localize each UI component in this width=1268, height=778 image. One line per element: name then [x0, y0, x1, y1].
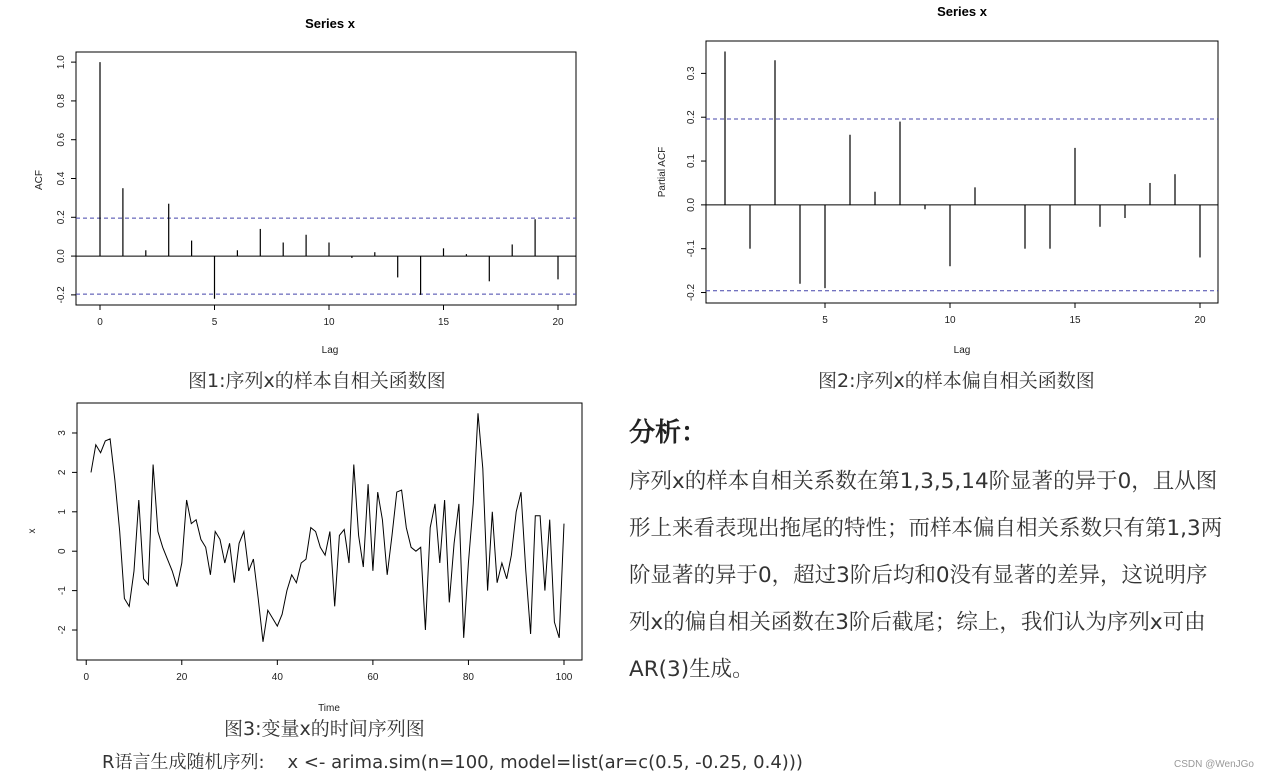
x-tick-label: 10: [323, 317, 335, 328]
x-tick-label: 20: [176, 672, 188, 683]
y-tick-label: -0.2: [56, 286, 67, 304]
analysis-heading: 分析：: [629, 418, 708, 448]
x-tick-label: 40: [271, 672, 283, 683]
y-tick-label: 0.4: [56, 171, 67, 186]
y-tick-label: 1: [57, 509, 68, 515]
analysis-body: 序列x的样本自相关系数在第1,3,5,14阶显著的异于0，且从图形上来看表现出拖尾的特性；而样本偏自相关系数只有第1,3两阶显著的异于0，超过3阶后均和0没有显著的差异，这说明序列x的偏自相关函数在3阶后截尾；综上，我们认为序列x可由AR(3)生成。: [629, 469, 1223, 682]
x-tick-label: 5: [211, 317, 218, 328]
x-tick-label: 60: [367, 672, 379, 683]
y-tick-label: 3: [57, 430, 68, 436]
y-tick-label: -2: [57, 625, 68, 635]
plot-frame: [76, 52, 576, 305]
y-tick-label: -1: [57, 586, 68, 596]
x-tick-label: 5: [822, 315, 828, 326]
figure-caption-time-series: 图3:变量x的时间序列图: [224, 718, 425, 740]
x-tick-label: 10: [944, 315, 956, 326]
x-axis-label: Time: [318, 703, 340, 714]
x-tick-label: 0: [97, 317, 103, 328]
watermark: CSDN @WenJGo: [1174, 759, 1254, 770]
y-axis-label: x: [27, 528, 38, 534]
y-axis-label: ACF: [34, 170, 45, 190]
chart-title: Series x: [937, 4, 987, 19]
figure-caption-pacf: 图2:序列x的样本偏自相关函数图: [818, 370, 1095, 392]
x-axis-label: Lag: [321, 345, 339, 356]
r-code-note: R语言生成随机序列: x <- arima.sim(n=100, model=list(ar=c(0.5, -0.25, 0.4))): [102, 752, 803, 773]
x-tick-label: 15: [437, 317, 450, 328]
figure-caption-acf: 图1:序列x的样本自相关函数图: [188, 370, 446, 392]
y-tick-label: 0.0: [686, 197, 697, 212]
x-tick-label: 15: [1069, 315, 1081, 326]
x-tick-label: 20: [552, 317, 564, 328]
y-tick-label: 0.0: [56, 249, 67, 264]
y-tick-label: 0.8: [56, 93, 67, 108]
chart-title: Series x: [305, 16, 355, 31]
series-line: [91, 413, 564, 642]
x-tick-label: 20: [1194, 315, 1206, 326]
x-axis-label: Lag: [953, 345, 971, 356]
x-tick-label: 80: [462, 672, 475, 683]
y-tick-label: 0.2: [56, 210, 67, 225]
y-tick-label: -0.2: [686, 283, 697, 302]
time-series-chart: [20, 395, 620, 725]
x-tick-label: 0: [83, 672, 90, 683]
y-tick-label: 0.2: [686, 110, 697, 125]
y-tick-label: 0.6: [56, 132, 67, 147]
y-tick-label: 2: [57, 469, 68, 476]
plot-frame: [706, 41, 1218, 303]
y-tick-label: 0: [57, 548, 68, 554]
pacf-chart: [650, 0, 1240, 370]
y-tick-label: 0.1: [686, 154, 697, 168]
acf-chart: [20, 0, 580, 370]
y-tick-label: 1.0: [56, 55, 67, 70]
y-tick-label: 0.3: [686, 66, 697, 81]
y-tick-label: -0.1: [686, 240, 697, 258]
y-axis-label: Partial ACF: [657, 146, 668, 198]
x-tick-label: 100: [555, 672, 573, 683]
